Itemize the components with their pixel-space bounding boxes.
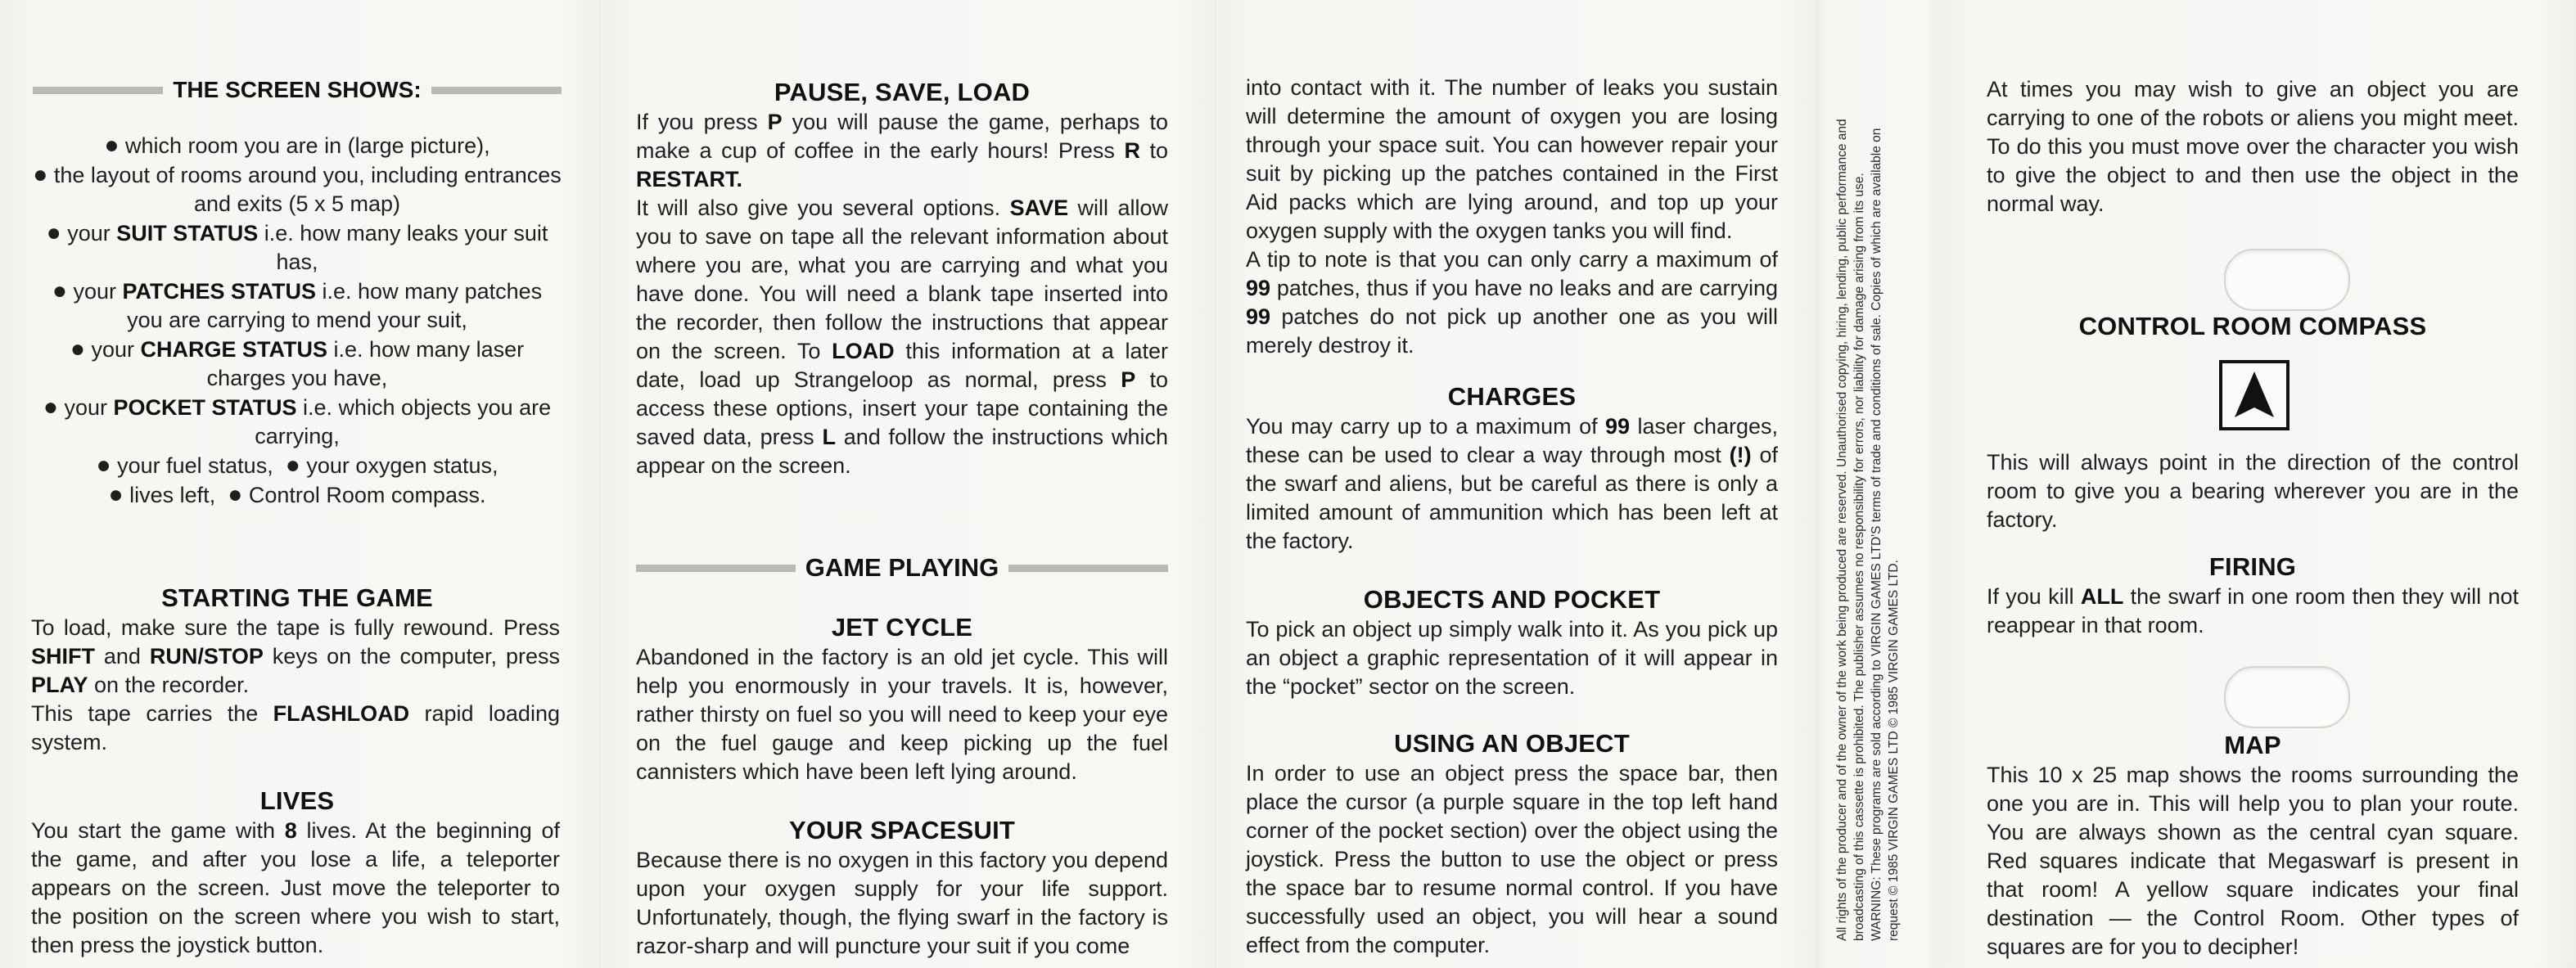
list-item: ● your fuel status, ● your oxygen status,	[96, 452, 499, 479]
fold-line	[601, 0, 603, 968]
bullet-icon: ●	[285, 452, 300, 479]
bullet-icon: ●	[33, 161, 48, 188]
pause-heading: PAUSE, SAVE, LOAD	[774, 78, 1031, 106]
objects-text: To pick an object up simply walk into it. As you pick up an object a graphic representation of it will appear in the “pocket” sector on the screen.	[1246, 617, 1778, 699]
bullet-icon: ●	[43, 394, 58, 421]
spacesuit-continued-text: into contact with it. The number of leaks you sustain will determine the amount of oxygen you are losing through your space suit. You can however repair your suit by picking up the patches contained in the First Aid packs which are lying around, and top up your oxygen supply with the oxygen tanks you will find. A tip to note is that you can only carry a maximum of 99 patches, thus if you have no leaks and are carrying 99 patches do not pick up another one as you will merely destroy it.	[1246, 75, 1778, 358]
game-playing-heading: GAME PLAYING	[636, 553, 1168, 583]
legal-strip	[1834, 106, 1907, 941]
firing-text: If you kill ALL the swarf in one room then they will not reappear in that room.	[1987, 584, 2519, 637]
charges-heading: CHARGES	[1447, 382, 1577, 411]
bullet-icon: ●	[46, 219, 61, 246]
fold-line	[1818, 0, 1820, 968]
using-heading: USING AN OBJECT	[1394, 729, 1630, 758]
lives-heading: LIVES	[259, 786, 335, 815]
pause-text: If you press P you will pause the game, perhaps to make a cup of coffee in the early hours! Press R to RESTART. It will also give you several options. SAVE will allow you to save on tape all the relevant information about where you are, what you are carrying and what you have done. You will need a blank tape inserted into the recorder, then follow the instructions that appear on the screen. To LOAD this information at a later date, load up Strangeloop as normal, press P to access these options, insert your tape containing the saved data, press L and follow the instructions which appear on the screen.	[636, 110, 1168, 478]
bullet-icon: ●	[104, 132, 120, 159]
starting-heading: STARTING THE GAME	[161, 583, 433, 612]
list-item: ● which room you are in (large picture),	[104, 132, 490, 159]
jet-text: Abandoned in the factory is an old jet cycle. This will help you enormously in your travels. It is, however, rather thirsty on fuel so you will need to keep your eye on the fuel gauge and keep picking up the fuel cannisters which have been left lying around.	[636, 645, 1168, 784]
list-item: ● your POCKET STATUS i.e. which objects you are carrying,	[43, 394, 552, 448]
charges-text: You may carry up to a maximum of 99 laser charges, these can be used to clear a way through most (!) of the swarf and aliens, but be careful as there is only a limited amount of ammunition which has been left at the factory.	[1246, 414, 1778, 553]
bullet-icon: ●	[96, 452, 111, 479]
bullet-icon: ●	[70, 335, 85, 362]
bullet-icon: ●	[52, 277, 67, 304]
compass-text: This will always point in the direction of the control room to give you a bearing wherever you are in the factory.	[1987, 450, 2519, 532]
give-object-text: At times you may wish to give an object you are carrying to one of the robots or aliens you might meet. To do this you must move over the character you wish to give the object to and then use the object in the normal way.	[1987, 77, 2519, 216]
arrow-up-icon	[2231, 370, 2277, 421]
jet-heading: JET CYCLE	[831, 613, 973, 642]
legal-text: All rights of the producer and of the owner of the work being produced are reserved. Unauthorised copying, hiring, lending, public performance and broadcasting of this cassette is prohibited. The publisher assumes no responsibility for errors, nor liability for damage arising from its use. WARNING: These programs are sold according to VIRGIN GAMES LTD'S terms of trade and conditions of sale. Copies of which are available on request © 1985 VIRGIN GAMES LTD © 1985 VIRGIN GAMES LTD.	[1835, 119, 1901, 941]
map-text: This 10 x 25 map shows the rooms surrounding the one you are in. This will help you to plan your route. You are always shown as the central cyan square. Red squares indicate that Megaswarf is present in that room! A yellow square indicates your final destination — the Control Room. Other types of squares are for you to decipher!	[1987, 763, 2519, 959]
map-heading: MAP	[2224, 731, 2281, 759]
spacesuit-heading: YOUR SPACESUIT	[788, 816, 1016, 844]
heading-rule	[431, 87, 562, 94]
starting-text: To load, make sure the tape is fully rewound. Press SHIFT and RUN/STOP keys on the computer, press PLAY on the recorder. This tape carries the FLASHLOAD rapid loading system.	[31, 615, 560, 754]
heading-rule	[33, 87, 163, 94]
screen-shows-list	[33, 131, 562, 510]
objects-heading: OBJECTS AND POCKET	[1363, 585, 1661, 614]
list-item: ● your SUIT STATUS i.e. how many leaks your suit has,	[46, 219, 548, 274]
tab-slot	[2224, 666, 2350, 728]
firing-heading: FIRING	[2208, 552, 2297, 581]
compass-icon	[2219, 360, 2290, 430]
bullet-icon: ●	[228, 481, 243, 508]
list-item: ● your CHARGE STATUS i.e. how many laser charges you have,	[70, 335, 525, 390]
list-item: ● the layout of rooms around you, including entrances and exits (5 x 5 map)	[33, 161, 562, 216]
fold-line	[1216, 0, 1219, 968]
spacesuit-text: Because there is no oxygen in this factory you depend upon your oxygen supply for your life support. Unfortunately, though, the flying swarf in the factory is razor-sharp and will puncture your suit if you come	[636, 848, 1168, 958]
list-item: ● lives left, ● Control Room compass.	[108, 481, 486, 508]
heading-rule	[1008, 565, 1168, 572]
compass-heading: CONTROL ROOM COMPASS	[2078, 312, 2427, 340]
heading-rule	[636, 565, 796, 572]
using-text: In order to use an object press the space bar, then place the cursor (a purple square in the top left hand corner of the pocket section) over the object using the joystick. Press the button to use the object or press the space bar to resume normal control. If you have successfully used an object, you will hear a sound effect from the computer.	[1246, 761, 1778, 957]
bullet-icon: ●	[108, 481, 124, 508]
fold-line	[1933, 0, 1935, 968]
list-item: ● your PATCHES STATUS i.e. how many patches you are carrying to mend your suit,	[52, 277, 543, 332]
lives-text: You start the game with 8 lives. At the beginning of the game, and after you lose a life, a teleporter appears on the screen. Just move the teleporter to the position on the screen where you wish to start, then press the joystick button.	[31, 818, 560, 957]
tab-slot	[2224, 249, 2350, 311]
screen-shows-heading: THE SCREEN SHOWS:	[33, 77, 562, 103]
